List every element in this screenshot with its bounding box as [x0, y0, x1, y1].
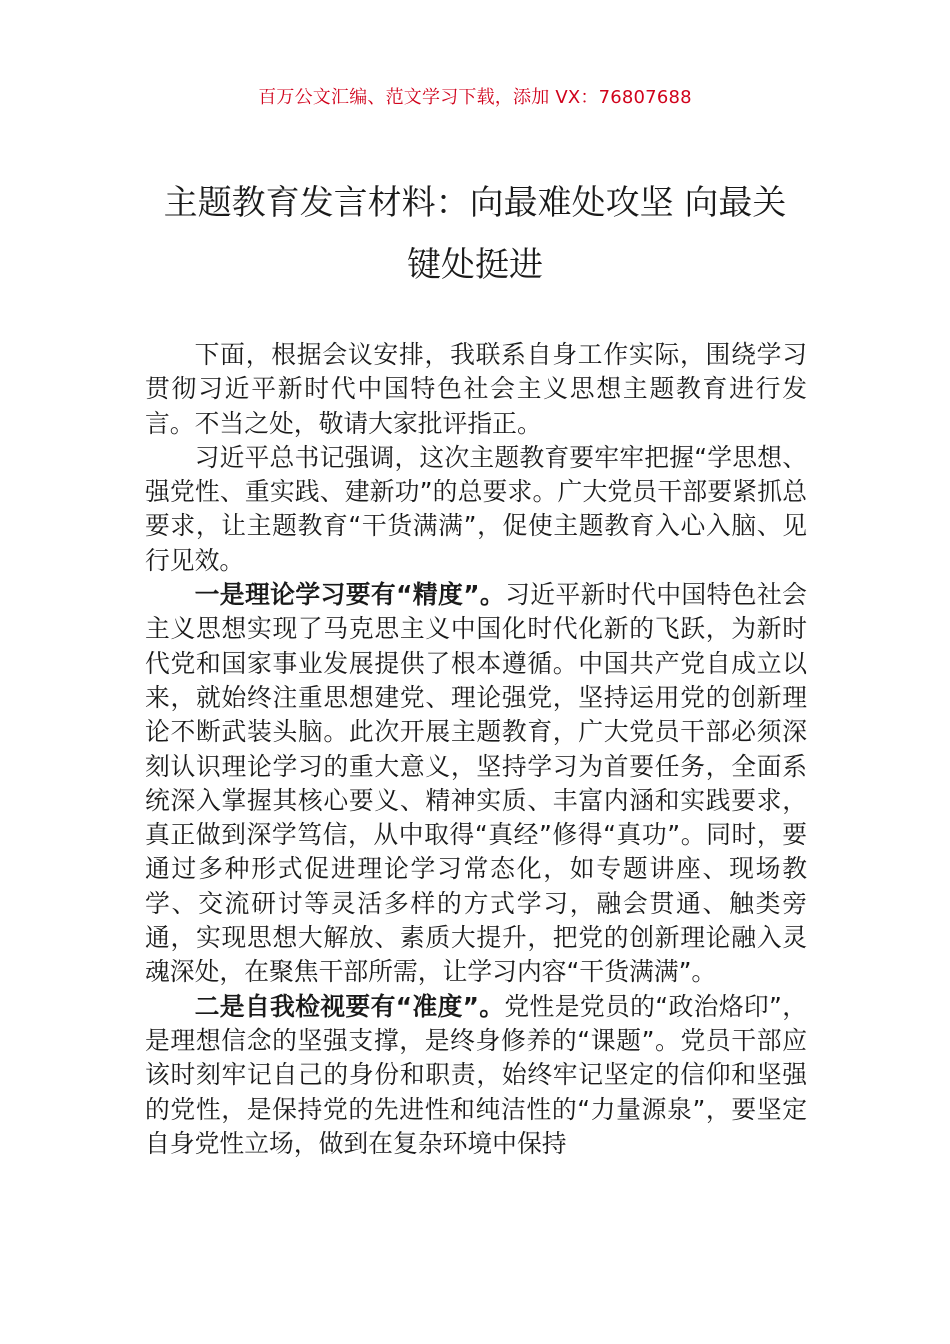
title-line-1: 主题教育发言材料：向最难处攻坚 向最关 — [163, 183, 787, 223]
paragraph-point-two — [145, 990, 807, 1161]
paragraph-intro — [145, 338, 807, 441]
title-line-2: 键处挺进 — [407, 245, 543, 285]
paragraph-text: 习近平总书记强调，这次主题教育要牢牢把握“学思想、强党性、重实践、建新功”的总要求。广大党员干部要紧抓总要求，让主题教育“干货满满”，促使主题教育入心入脑、见行见效。 — [145, 442, 807, 575]
paragraph-text: 下面，根据会议安排，我联系自身工作实际，围绕学习贯彻习近平新时代中国特色社会主义思想主题教育进行发言。不当之处，敬请大家批评指正。 — [145, 340, 807, 438]
paragraph-point-one — [145, 578, 807, 990]
page-title — [130, 172, 820, 296]
paragraph-lead: 二是自我检视要有“准度”。 — [194, 991, 505, 1021]
watermark-banner: 百万公文汇编、范文学习下载，添加 VX：76807688 — [258, 87, 692, 108]
paragraph-requirements — [145, 441, 807, 578]
paragraph-lead: 一是理论学习要有“精度”。 — [194, 580, 506, 610]
document-body — [145, 338, 807, 1161]
paragraph-text: 习近平新时代中国特色社会主义思想实现了马克思主义中国化时代化新的飞跃，为新时代党和国家事业发展提供了根本遵循。中国共产党自成立以来，就始终注重思想建党、理论强党，坚持运用党的创新理论不断武装头脑。此次开展主题教育，广大党员干部必须深刻认识理论学习的重大意义，坚持学习为首要任务，全面系统深入掌握其核心要义、精神实质、丰富内涵和实践要求，真正做到深学笃信，从中取得“真经”修得“真功”。同时，要通过多种形式促进理论学习常态化，如专题讲座、现场教学、交流研讨等灵活多样的方式学习，融会贯通、触类旁通，实现思想大解放、素质大提升，把党的创新理论融入灵魂深处，在聚焦干部所需，让学习内容“干货满满”。 — [145, 580, 807, 987]
paragraph-text: 党性是党员的“政治烙印”，是理想信念的坚强支撑，是终身修养的“课题”。党员干部应该时刻牢记自己的身份和职责，始终牢记坚定的信仰和坚强的党性，是保持党的先进性和纯洁性的“力量源泉”，要坚定自身党性立场，做到在复杂环境中保持 — [145, 991, 807, 1158]
